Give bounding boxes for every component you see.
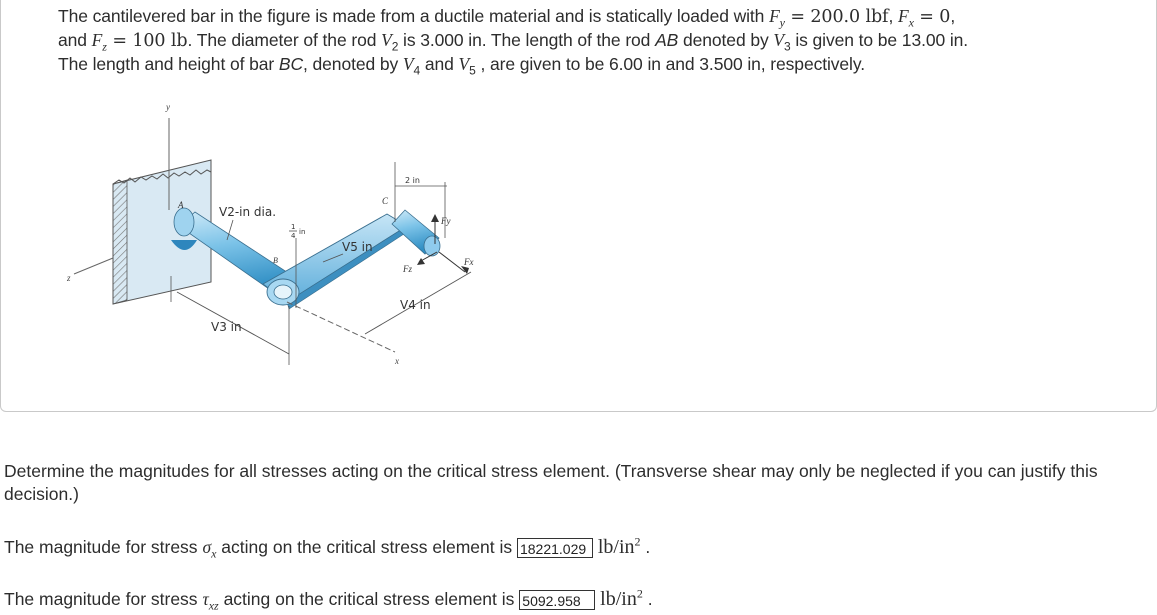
- quarter-in-num: 1: [291, 223, 296, 231]
- fy-arrowhead: [431, 214, 439, 222]
- sigma-symbol: σ: [202, 537, 212, 557]
- sigma-prefix: The magnitude for stress: [4, 537, 198, 557]
- sigma-end: .: [645, 537, 651, 557]
- tau-end: .: [647, 589, 653, 609]
- problem-text-7: The length and height of bar: [58, 54, 275, 74]
- fx-arrow: [439, 252, 465, 272]
- v4-sub: 4: [413, 63, 421, 78]
- v5-symbol: V: [458, 54, 470, 74]
- tau-answer-line: [4, 588, 653, 611]
- v2-dia-label: V2-in dia.: [219, 205, 277, 219]
- tau-symbol: τ: [202, 589, 209, 609]
- x-axis-label: x: [395, 356, 399, 366]
- v4-symbol: V: [402, 54, 414, 74]
- problem-text-4: is 3.000 in. The length of the rod: [403, 30, 651, 50]
- fy-sub: y: [779, 15, 785, 30]
- v5-label: V5 in: [342, 240, 373, 254]
- problem-text-9: and: [424, 54, 454, 74]
- v2-sub: 2: [391, 39, 399, 54]
- x-axis: [287, 302, 395, 352]
- fy-label: Fy: [441, 216, 451, 226]
- fz-sub: z: [102, 39, 107, 54]
- problem-text-6: is given to be 13.00 in.: [795, 30, 969, 50]
- v3-symbol: V: [773, 30, 784, 50]
- point-a-label: A: [178, 200, 184, 210]
- v3-sub: 3: [783, 39, 791, 54]
- problem-text-3: . The diameter of the rod: [187, 30, 377, 50]
- fx-symbol: F: [897, 6, 909, 26]
- problem-text-5: denoted by: [683, 30, 769, 50]
- v2-symbol: V: [381, 30, 392, 50]
- problem-text-8: , denoted by: [303, 54, 399, 74]
- question-text: Determine the magnitudes for all stresses acting on the critical stress element. (Transverse shear may only be neglected if you can justify this decision.): [4, 461, 1098, 504]
- fz-symbol: F: [91, 30, 103, 50]
- problem-text-1: The cantilevered bar in the figure is made from a ductile material and is statically loaded with: [58, 6, 765, 26]
- point-c-label: C: [382, 196, 389, 206]
- tau-sub: xz: [208, 598, 219, 613]
- point-b-label: B: [273, 256, 278, 265]
- fx-sub: x: [908, 15, 914, 30]
- sigma-unit: lb/in: [597, 536, 635, 558]
- tau-unit: lb/in: [600, 588, 637, 610]
- tau-suffix: acting on the critical stress element is: [223, 589, 515, 609]
- fz-value: = 100 lb: [112, 31, 188, 51]
- z-axis: [74, 258, 113, 274]
- fz-label: Fz: [403, 264, 412, 274]
- bc-label: BC: [278, 54, 304, 74]
- cantilever-figure: [56, 100, 526, 380]
- v5-sub: 5: [469, 63, 476, 78]
- sigma-sub: x: [211, 546, 217, 561]
- two-in-label: 2 in: [405, 176, 420, 185]
- tau-prefix: The magnitude for stress: [4, 589, 198, 609]
- problem-text-10: , are given to be 6.00 in and 3.500 in, respectively.: [480, 54, 865, 74]
- problem-text-2: and: [58, 30, 87, 50]
- y-axis-label: y: [166, 102, 170, 112]
- sigma-unit-exp: 2: [634, 534, 641, 549]
- quarter-in-unit: in: [299, 228, 306, 236]
- v3-label: V3 in: [211, 320, 242, 334]
- problem-statement: The cantilevered bar in the figure is made from a ductile material and is statically loaded with $F_y = 200.0$ lbf, $F_x = 0$, and $F_z = 100$ lb. The diameter of the rod $V_2$ is 3.000 in. The length of the rod AB denoted by $V_3$ is given to be 13.00 in. The length and height of bar BC, denoted by $V_4$ and $V_5$ , are given to be 6.00 in and 3.500 in, respectively.: [58, 6, 969, 78]
- bar-bc: [263, 214, 407, 309]
- fx-label: Fx: [464, 257, 474, 267]
- quarter-in-den: 4: [291, 232, 296, 240]
- sigma-answer-input[interactable]: 18221.029: [517, 538, 593, 558]
- v4-label: V4 in: [400, 298, 431, 312]
- fy-value: = 200.0 lbf: [790, 7, 889, 27]
- sigma-answer-line: [4, 536, 650, 559]
- fy-symbol: F: [769, 6, 780, 26]
- tau-unit-exp: 2: [636, 586, 643, 601]
- z-axis-label: z: [67, 273, 71, 283]
- fx-value: = 0: [919, 7, 951, 27]
- ab-label: AB: [655, 30, 679, 50]
- sigma-suffix: acting on the critical stress element is: [221, 537, 513, 557]
- tau-answer-input[interactable]: 5092.958: [519, 590, 595, 610]
